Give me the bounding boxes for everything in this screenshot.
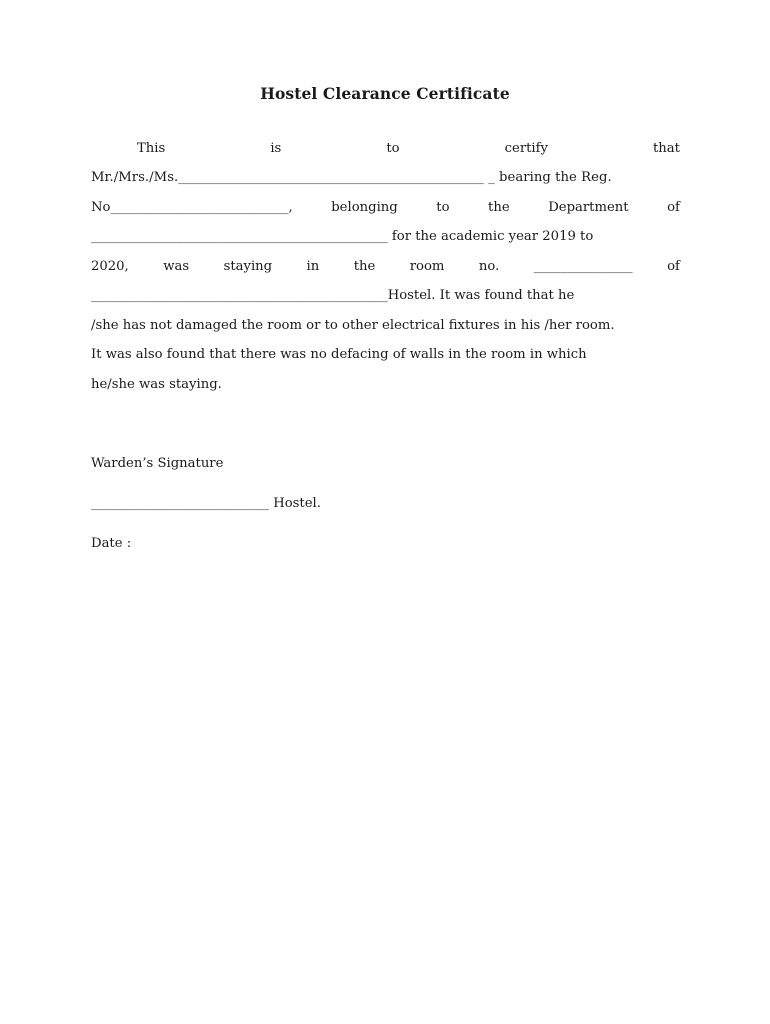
word: in [306, 259, 320, 274]
word: 2020, [91, 259, 129, 274]
page-title: Hostel Clearance Certificate [260, 84, 510, 103]
word: room [409, 259, 445, 274]
paragraph-line-5 [91, 258, 680, 276]
warden-signature-label: Warden’s Signature [91, 456, 224, 471]
word: certify [504, 141, 548, 156]
hostel-line: ___________________________ Hostel. [91, 496, 321, 511]
paragraph-line-8: It was also found that there was no defacing of walls in the room in which [91, 347, 587, 362]
paragraph-line-3 [91, 199, 680, 217]
word: that [653, 141, 680, 156]
word: no. [478, 259, 500, 274]
word: to [386, 141, 400, 156]
word: the [353, 259, 376, 274]
word: staying [223, 259, 273, 274]
paragraph-line-1 [91, 140, 680, 158]
word: to [436, 200, 450, 215]
word: the [488, 200, 510, 215]
word: Department [548, 200, 629, 215]
paragraph-line-2: Mr./Mrs./Ms.______________________________________________ _ bearing the Reg. [91, 170, 612, 185]
word: of [667, 200, 680, 215]
word: _______________ [533, 259, 633, 274]
word: is [270, 141, 282, 156]
date-label: Date : [91, 536, 132, 551]
paragraph-line-6: _____________________________________________Hostel. It was found that he [91, 288, 575, 303]
word: This [137, 141, 166, 156]
word: No___________________________, [91, 200, 293, 215]
paragraph-line-4: _____________________________________________ for the academic year 2019 to [91, 229, 594, 244]
word: of [667, 259, 680, 274]
word: belonging [331, 200, 398, 215]
paragraph-line-9: he/she was staying. [91, 377, 222, 392]
paragraph-line-7: /she has not damaged the room or to other electrical fixtures in his /her room. [91, 318, 615, 333]
word: was [163, 259, 190, 274]
